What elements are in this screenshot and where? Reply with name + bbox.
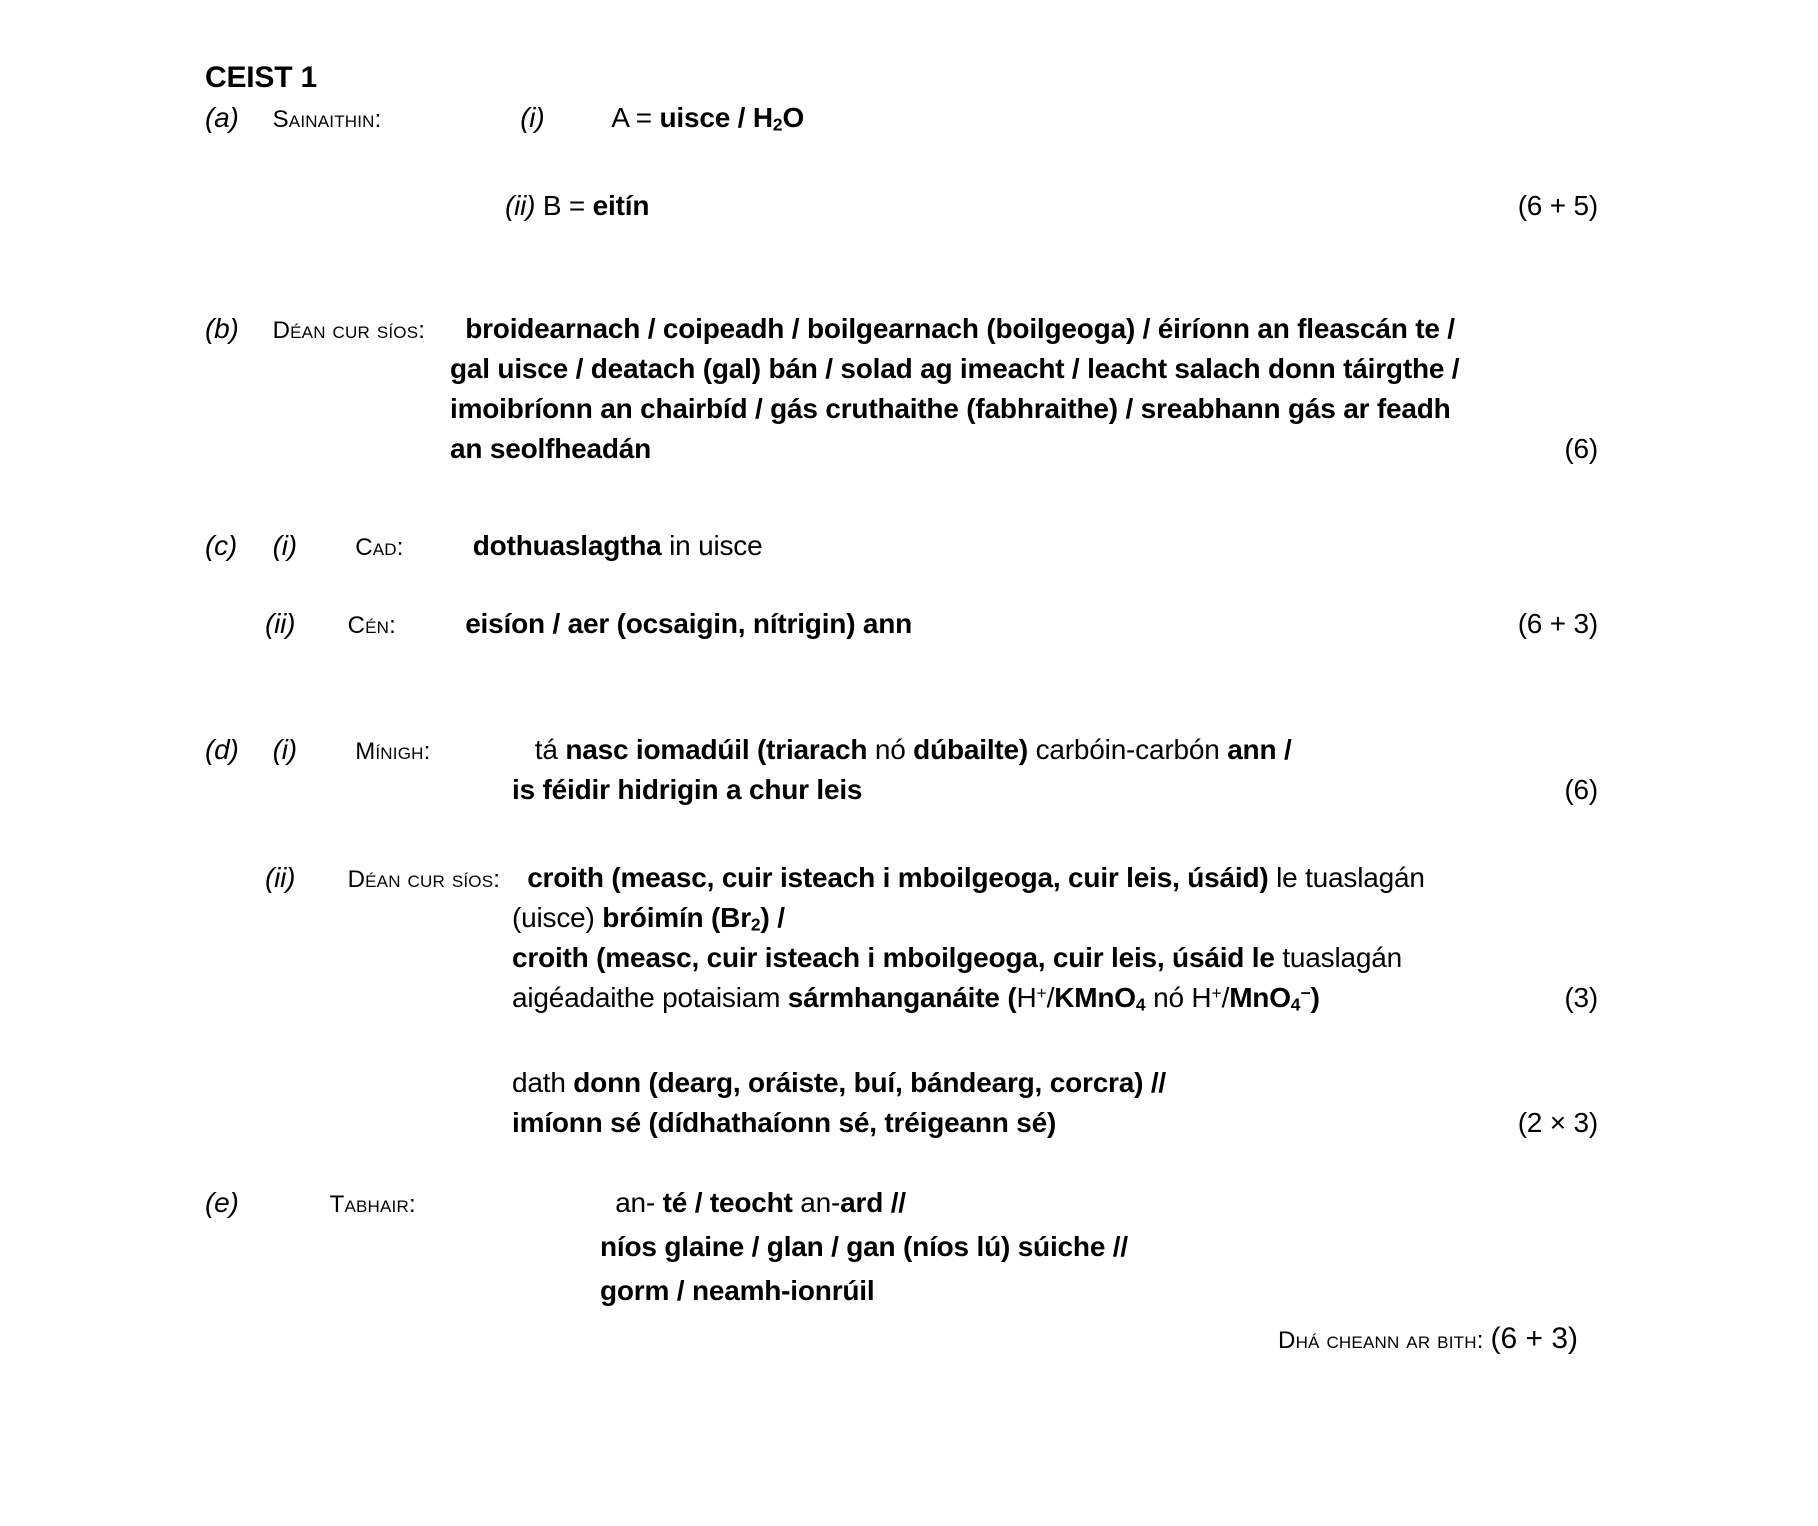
answer-c-i-bold: dothuaslagtha: [472, 530, 662, 561]
instruction-sainaithin: Sainaithin:: [272, 106, 382, 133]
part-letter-d: (d): [205, 734, 239, 765]
seg: MnO: [1229, 982, 1291, 1013]
seg: nó H: [1145, 982, 1212, 1013]
seg: croith (measc, cuir isteach i mboilgeoga, cuir leis, úsáid): [527, 862, 1269, 893]
seg: carbóin-carbón: [1028, 734, 1228, 765]
seg: ard //: [840, 1187, 906, 1218]
part-d-row-ii-line-5: [0, 1065, 1818, 1101]
subscript-4: 4: [1290, 994, 1301, 1015]
seg: H: [1016, 982, 1037, 1013]
instruction-minigh: Mínigh:: [355, 738, 431, 765]
answer-a-i: [611, 102, 804, 133]
footer-label: Dhá cheann ar bith:: [1278, 1327, 1491, 1354]
seg: /: [1046, 982, 1055, 1013]
seg: KMnO: [1054, 982, 1136, 1013]
subscript-2: 2: [750, 914, 761, 935]
instruction-tabhair: Tabhair:: [329, 1191, 416, 1218]
part-letter-a: (a): [205, 102, 239, 133]
seg: tuaslagán: [1274, 942, 1402, 973]
answer-a-ii-pre: B =: [542, 190, 593, 221]
question-title: CEIST 1: [205, 61, 317, 94]
seg: an-: [800, 1187, 841, 1218]
part-e-line-1: [0, 1185, 1818, 1221]
answer-e-line-3: gorm / neamh-ionrúil: [600, 1275, 875, 1306]
answer-e-line-2: níos glaine / glan / gan (níos lú) súiche //: [600, 1231, 1128, 1262]
part-d-row-ii-line-4: [0, 980, 1818, 1016]
part-b-line-2: [0, 351, 1818, 387]
roman-numeral-i: (i): [520, 102, 545, 133]
answer-a-ii-bold: eitín: [592, 190, 650, 221]
seg: donn (dearg, oráiste, buí, bándearg, corcra) //: [573, 1067, 1166, 1098]
seg: imíonn sé (dídhathaíonn sé, tréigeann sé): [512, 1107, 1057, 1138]
seg: nó: [874, 734, 914, 765]
part-letter-e: (e): [205, 1187, 239, 1218]
answer-c-i-rest: in uisce: [661, 530, 763, 561]
subscript-4: 4: [1135, 994, 1146, 1015]
marks-c: (6 + 3): [1517, 608, 1598, 639]
marks-a: (6 + 5): [1517, 190, 1598, 221]
part-letter-b: (b): [205, 313, 239, 344]
seg: dúbailte): [913, 734, 1029, 765]
seg: /: [1221, 982, 1230, 1013]
answer-b-line-2: gal uisce / deatach (gal) bán / solad ag imeacht / leacht salach donn táirgthe /: [450, 353, 1460, 384]
superscript-minus: −: [1300, 983, 1311, 1004]
instruction-cen: Cén:: [347, 612, 397, 639]
part-c-row-i: [0, 528, 1818, 564]
answer-d-i-line-2: is féidir hidrigin a chur leis: [512, 774, 863, 805]
answer-d-ii-line-1: [527, 862, 1425, 893]
roman-numeral-ii: (ii): [265, 608, 296, 639]
answer-c-i: [473, 530, 763, 561]
subscript-2: 2: [772, 114, 783, 135]
part-d-row-ii-line-6: [0, 1105, 1818, 1141]
seg: nasc iomadúil (triarach: [565, 734, 875, 765]
seg: le tuaslagán: [1268, 862, 1425, 893]
seg: sármhanganáite (: [787, 982, 1017, 1013]
part-b-line-4: [0, 431, 1818, 467]
marks-d-i: (6): [1564, 774, 1598, 805]
part-e-line-2: [0, 1229, 1818, 1265]
part-c-row-ii: [0, 606, 1818, 642]
answer-b-line-3: imoibríonn an chairbíd / gás cruthaithe (fabhraithe) / sreabhann gás ar feadh: [450, 393, 1451, 424]
roman-numeral-ii: (ii): [265, 862, 296, 893]
answer-c-ii: eisíon / aer (ocsaigin, nítrigin) ann: [465, 608, 913, 639]
seg: aigéadaithe potaisiam: [512, 982, 788, 1013]
part-a-row-ii: [0, 188, 1818, 224]
answer-b-line-4: an seolfheadán: [450, 433, 652, 464]
seg: croith (measc, cuir isteach i mboilgeoga, cuir leis, úsáid le: [512, 942, 1275, 973]
marks-d-ii: (3): [1564, 982, 1598, 1013]
roman-numeral-i: (i): [272, 530, 297, 561]
part-a-row-i: [0, 100, 1818, 136]
superscript-plus: +: [1036, 983, 1047, 1004]
seg: ann /: [1227, 734, 1292, 765]
superscript-plus: +: [1211, 983, 1222, 1004]
answer-b-line-1: broidearnach / coipeadh / boilgearnach (boilgeoga) / éiríonn an fleascán te /: [465, 313, 1455, 344]
part-letter-c: (c): [205, 530, 238, 561]
part-b-line-1: [0, 311, 1818, 347]
answer-a-i-pre: A =: [611, 102, 660, 133]
part-d-row-ii-line-2: [0, 900, 1818, 936]
seg: (uisce): [512, 902, 603, 933]
part-d-row-i-line-1: [0, 732, 1818, 768]
instruction-dean-cur-sios: Déan cur síos:: [347, 866, 501, 893]
answer-a-i-bold: uisce / H: [659, 102, 773, 133]
seg: tá: [534, 734, 566, 765]
instruction-dean-cur-sios: Déan cur síos:: [272, 317, 426, 344]
part-d-row-ii-line-3: [0, 940, 1818, 976]
marks-d-colour: (2 × 3): [1517, 1107, 1598, 1138]
roman-numeral-i: (i): [272, 734, 297, 765]
seg: bróimín (Br: [602, 902, 751, 933]
part-d-row-ii-line-1: [0, 860, 1818, 896]
seg: ) /: [760, 902, 785, 933]
part-e-line-3: [0, 1273, 1818, 1309]
part-d-row-i-line-2: [0, 772, 1818, 808]
marks-e: (6 + 3): [1490, 1322, 1578, 1355]
marks-b: (6): [1564, 433, 1598, 464]
seg: dath: [512, 1067, 574, 1098]
roman-numeral-ii: (ii): [505, 190, 543, 221]
part-b-line-3: [0, 391, 1818, 427]
answer-d-i-line-1: [535, 734, 1292, 765]
instruction-cad: Cad:: [355, 534, 404, 561]
seg: té / teocht: [662, 1187, 801, 1218]
footer-marks-row: [1278, 1322, 1578, 1356]
seg: an-: [615, 1187, 663, 1218]
answer-e-line-1: [615, 1187, 906, 1218]
answer-a-i-tail: O: [782, 102, 805, 133]
seg: ): [1310, 982, 1320, 1013]
